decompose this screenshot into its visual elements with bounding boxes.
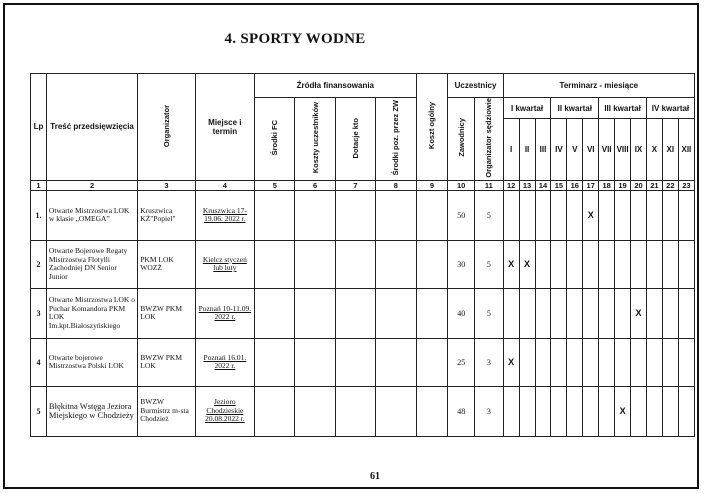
- month-mark: [615, 190, 631, 240]
- month-mark: [567, 386, 583, 436]
- row-dotacje: [335, 288, 375, 338]
- column-number: 11: [474, 180, 503, 190]
- row-koszt-ogolny: [416, 190, 448, 240]
- month-mark: [599, 288, 615, 338]
- row-dotacje: [335, 338, 375, 386]
- table-row: [31, 288, 695, 338]
- header-month: V: [567, 119, 583, 180]
- row-tresc: Otwarte Mistrzostwa LOK o Puchar Komandora PKM LOK Im.kpt.Białoszyńskiego: [46, 288, 137, 338]
- month-mark: [646, 288, 662, 338]
- row-srodki-fc: [255, 386, 295, 436]
- header-month: IX: [631, 119, 647, 180]
- row-koszty-uczestnikow: [295, 386, 335, 436]
- month-mark: [583, 240, 599, 288]
- month-mark: [567, 190, 583, 240]
- row-koszty-uczestnikow: [295, 338, 335, 386]
- row-miejsce-text: Poznań 16.01. 2022 r.: [203, 352, 247, 371]
- row-srodki-poz: [376, 338, 416, 386]
- row-koszty-uczestnikow: [295, 240, 335, 288]
- table-row: [31, 190, 695, 240]
- month-mark: [599, 240, 615, 288]
- month-mark: [551, 338, 567, 386]
- events-table: [30, 73, 695, 437]
- header-koszt-ogolny: Koszt ogólny: [416, 74, 448, 181]
- month-mark: [599, 338, 615, 386]
- month-mark: [662, 338, 678, 386]
- table-row: [31, 338, 695, 386]
- header-zrodla: Źródła finansowania: [255, 74, 416, 98]
- month-mark: [551, 190, 567, 240]
- month-mark: [535, 190, 551, 240]
- month-mark: [503, 386, 519, 436]
- header-kwartal-2: II kwartał: [551, 98, 599, 119]
- row-miejsce: [195, 338, 254, 386]
- header-kwartal-1: I kwartał: [503, 98, 551, 119]
- row-miejsce: [195, 190, 254, 240]
- row-organizator: PKM LOK WOZŻ: [138, 240, 195, 288]
- month-mark: [678, 338, 694, 386]
- month-mark: [599, 190, 615, 240]
- row-koszt-ogolny: [416, 240, 448, 288]
- header-kwartal-3: III kwartał: [599, 98, 647, 119]
- header-month: II: [519, 119, 535, 180]
- month-mark: [567, 288, 583, 338]
- month-mark: [646, 386, 662, 436]
- row-zawodnicy: 40: [448, 288, 475, 338]
- header-terminarz: Terminarz - miesiące: [503, 74, 694, 98]
- month-mark: [535, 288, 551, 338]
- column-number: 22: [662, 180, 678, 190]
- month-mark: [631, 190, 647, 240]
- column-number: 1: [31, 180, 47, 190]
- month-mark: [567, 240, 583, 288]
- row-srodki-fc: [255, 190, 295, 240]
- column-number: 2: [46, 180, 137, 190]
- header-srodki-poz: Środki poz. przez ZW: [376, 98, 416, 181]
- month-mark: X: [503, 338, 519, 386]
- row-sedziowie: 5: [474, 240, 503, 288]
- column-number: 4: [195, 180, 254, 190]
- column-number: 7: [335, 180, 375, 190]
- row-koszty-uczestnikow: [295, 288, 335, 338]
- header-organizator-sedziowie: Organizator sędziowie: [474, 98, 503, 181]
- month-mark: [615, 288, 631, 338]
- header-uczestnicy: Uczestnicy: [448, 74, 503, 98]
- row-koszt-ogolny: [416, 288, 448, 338]
- header-dotacje: Dotacje kto: [335, 98, 375, 181]
- column-number: 20: [631, 180, 647, 190]
- month-mark: [535, 240, 551, 288]
- row-srodki-fc: [255, 338, 295, 386]
- header-month: VI: [583, 119, 599, 180]
- month-mark: X: [503, 240, 519, 288]
- column-number: 17: [583, 180, 599, 190]
- row-srodki-fc: [255, 240, 295, 288]
- month-mark: [567, 338, 583, 386]
- month-mark: [583, 338, 599, 386]
- month-mark: [662, 386, 678, 436]
- month-mark: [662, 190, 678, 240]
- row-zawodnicy: 50: [448, 190, 475, 240]
- month-mark: [519, 386, 535, 436]
- header-organizator: Organizator: [138, 74, 195, 181]
- document-page: [3, 3, 699, 489]
- row-srodki-poz: [376, 240, 416, 288]
- header-koszty-uczestnikow: Koszty uczestników: [295, 98, 335, 181]
- month-mark: [599, 386, 615, 436]
- header-month: VII: [599, 119, 615, 180]
- header-month: X: [646, 119, 662, 180]
- table-row: [31, 240, 695, 288]
- row-srodki-poz: [376, 288, 416, 338]
- header-zawodnicy: Zawodnicy: [448, 98, 475, 181]
- header-month: I: [503, 119, 519, 180]
- month-mark: X: [583, 190, 599, 240]
- row-sedziowie: 5: [474, 190, 503, 240]
- month-mark: [519, 338, 535, 386]
- column-number: 23: [678, 180, 694, 190]
- row-miejsce: [195, 288, 254, 338]
- month-mark: [615, 338, 631, 386]
- month-mark: [678, 386, 694, 436]
- row-organizator: BWZW PKM LOK: [138, 338, 195, 386]
- month-mark: [535, 386, 551, 436]
- column-number: 9: [416, 180, 448, 190]
- month-mark: [678, 190, 694, 240]
- row-lp: 5: [31, 386, 47, 436]
- column-number: 18: [599, 180, 615, 190]
- month-mark: [519, 288, 535, 338]
- row-organizator: BWZW PKM LOK: [138, 288, 195, 338]
- month-mark: [678, 288, 694, 338]
- table-row: [31, 386, 695, 436]
- header-month: VIII: [615, 119, 631, 180]
- row-tresc: Otwarte Mistrzostwa LOK w klasie „OMEGA”: [46, 190, 137, 240]
- month-mark: [615, 240, 631, 288]
- column-number: 13: [519, 180, 535, 190]
- row-lp: 2: [31, 240, 47, 288]
- column-number: 16: [567, 180, 583, 190]
- month-mark: [662, 288, 678, 338]
- row-miejsce: [195, 386, 254, 436]
- row-tresc: Błękitna Wstęga Jeziora Miejskiego w Chodzieży: [46, 386, 137, 436]
- row-zawodnicy: 25: [448, 338, 475, 386]
- row-miejsce-text: Jezioro Chodzieskie 20.08.2022 r.: [205, 397, 245, 424]
- column-number: 21: [646, 180, 662, 190]
- header-lp: Lp: [31, 74, 47, 181]
- month-mark: [503, 288, 519, 338]
- row-koszt-ogolny: [416, 386, 448, 436]
- month-mark: X: [615, 386, 631, 436]
- column-number: 15: [551, 180, 567, 190]
- header-srodki-fc: Środki FC: [255, 98, 295, 181]
- column-number: 5: [255, 180, 295, 190]
- month-mark: [535, 338, 551, 386]
- row-sedziowie: 3: [474, 338, 503, 386]
- row-lp: 1.: [31, 190, 47, 240]
- row-lp: 4: [31, 338, 47, 386]
- month-mark: [551, 288, 567, 338]
- month-mark: [551, 386, 567, 436]
- month-mark: [646, 240, 662, 288]
- month-mark: [662, 240, 678, 288]
- header-month: XI: [662, 119, 678, 180]
- row-miejsce-text: Kielcz styczeń lub luty: [202, 254, 247, 273]
- row-organizator: Kruszwica KŻ"Popiel": [138, 190, 195, 240]
- row-dotacje: [335, 240, 375, 288]
- month-mark: X: [519, 240, 535, 288]
- month-mark: [519, 190, 535, 240]
- header-month: III: [535, 119, 551, 180]
- month-mark: [583, 386, 599, 436]
- row-lp: 3: [31, 288, 47, 338]
- header-month: XII: [678, 119, 694, 180]
- row-tresc: Otwarte Bojerowe Regaty Mistrzostwa Flotylli Zachodniej DN Senior Junior: [46, 240, 137, 288]
- month-mark: [551, 240, 567, 288]
- month-mark: X: [631, 288, 647, 338]
- month-mark: [678, 240, 694, 288]
- column-number: 6: [295, 180, 335, 190]
- month-mark: [583, 288, 599, 338]
- header-month: IV: [551, 119, 567, 180]
- row-miejsce: [195, 240, 254, 288]
- header-kwartal-4: IV kwartał: [646, 98, 694, 119]
- column-number: 19: [615, 180, 631, 190]
- month-mark: [646, 338, 662, 386]
- row-srodki-poz: [376, 386, 416, 436]
- month-mark: [646, 190, 662, 240]
- row-zawodnicy: 30: [448, 240, 475, 288]
- column-number: 10: [448, 180, 475, 190]
- header-miejsce: Miejsce i termin: [195, 74, 254, 181]
- month-mark: [631, 338, 647, 386]
- row-organizator: BWZW Burmistrz m-sta Chodzież: [138, 386, 195, 436]
- row-dotacje: [335, 386, 375, 436]
- page-number: 61: [370, 471, 380, 482]
- row-miejsce-text: Kruszwica 17-19.06. 2022 r.: [202, 205, 247, 224]
- column-number: 12: [503, 180, 519, 190]
- page-title: 4. SPORTY WODNE: [224, 31, 366, 47]
- row-sedziowie: 5: [474, 288, 503, 338]
- column-numbers-row: [31, 180, 695, 190]
- month-mark: [503, 190, 519, 240]
- row-miejsce-text: Poznań 10-11.09. 2022 r.: [198, 303, 252, 322]
- row-srodki-fc: [255, 288, 295, 338]
- row-tresc: Otwarte bojerowe Mistrzostwa Polski LOK: [46, 338, 137, 386]
- row-dotacje: [335, 190, 375, 240]
- header-tresc: Treść przedsięwzięcia: [46, 74, 137, 181]
- row-koszty-uczestnikow: [295, 190, 335, 240]
- column-number: 3: [138, 180, 195, 190]
- month-mark: [631, 386, 647, 436]
- row-srodki-poz: [376, 190, 416, 240]
- row-sedziowie: 3: [474, 386, 503, 436]
- column-number: 8: [376, 180, 416, 190]
- row-koszt-ogolny: [416, 338, 448, 386]
- column-number: 14: [535, 180, 551, 190]
- row-zawodnicy: 48: [448, 386, 475, 436]
- month-mark: [631, 240, 647, 288]
